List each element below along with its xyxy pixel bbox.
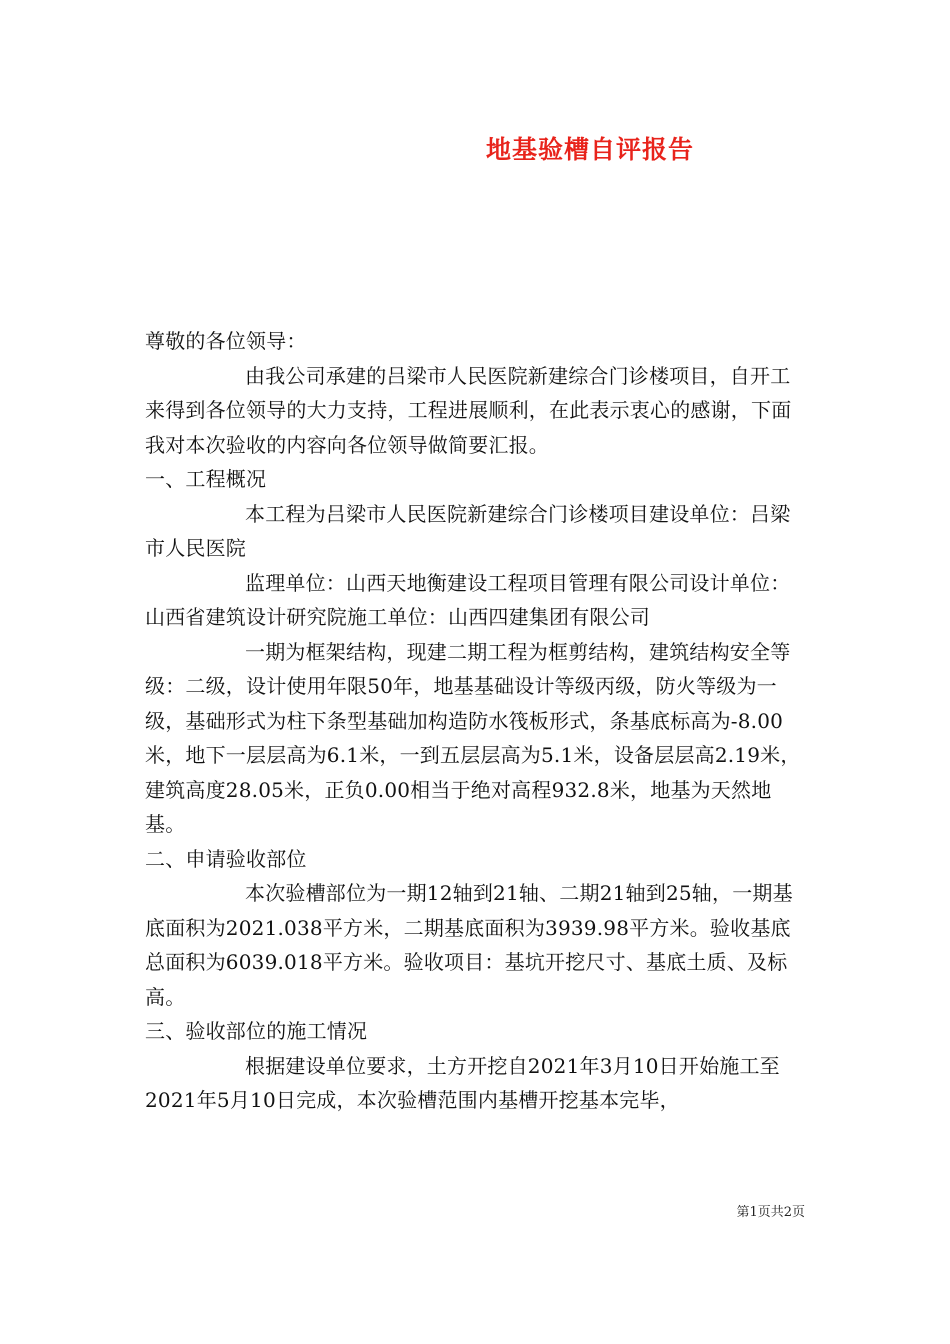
page-title: 地基验槽自评报告	[485, 135, 694, 164]
section-heading-overview: 一、工程概况	[145, 467, 267, 491]
paragraph-intro: 由我公司承建的吕梁市人民医院新建综合门诊楼项目，自开工来得到各位领导的大力支持，工程进展顺利，在此表示衷心的感谢，下面我对本次验收的内容向各位领导做简要汇报。	[145, 363, 792, 457]
paragraph-project-units: 本工程为吕梁市人民医院新建综合门诊楼项目建设单位：吕梁市人民医院	[145, 501, 791, 560]
section-heading-inspection-area: 二、申请验收部位	[145, 846, 307, 871]
document-body	[145, 324, 809, 1118]
paragraph-scope: 本次验槽部位为一期12轴到21轴、二期21轴到25轴，一期基底面积为2021.038平方米，二期基底面积为3939.98平方米。验收基底总面积为6039.018平方米。验收项目：基坑开挖尺寸、基底土质、及标高。	[145, 881, 793, 1009]
paragraph-supervision: 监理单位：山西天地衡建设工程项目管理有限公司设计单位：山西省建筑设计研究院施工单位：山西四建集团有限公司	[145, 570, 791, 629]
salutation: 尊敬的各位领导：	[145, 329, 307, 353]
paragraph-construction: 根据建设单位要求，土方开挖自2021年3月10日开始施工至2021年5月10日完成，本次验槽范围内基槽开挖基本完毕，	[145, 1053, 780, 1112]
section-heading-construction: 三、验收部位的施工情况	[145, 1019, 368, 1043]
paragraph-structure: 一期为框架结构，现建二期工程为框剪结构，建筑结构安全等级：二级，设计使用年限50年，地基基础设计等级丙级，防火等级为一级，基础形式为柱下条型基础加构造防水筏板形式，条基底标高为-8.00米，地下一层层高为6.1米，一到五层层高为5.1米，设备层层高2.19米，建筑高度28.05米，正负0.00相当于绝对高程932.8米，地基为天然地基。	[145, 639, 801, 836]
page-number-footer: 第1页共2页	[736, 1205, 805, 1220]
